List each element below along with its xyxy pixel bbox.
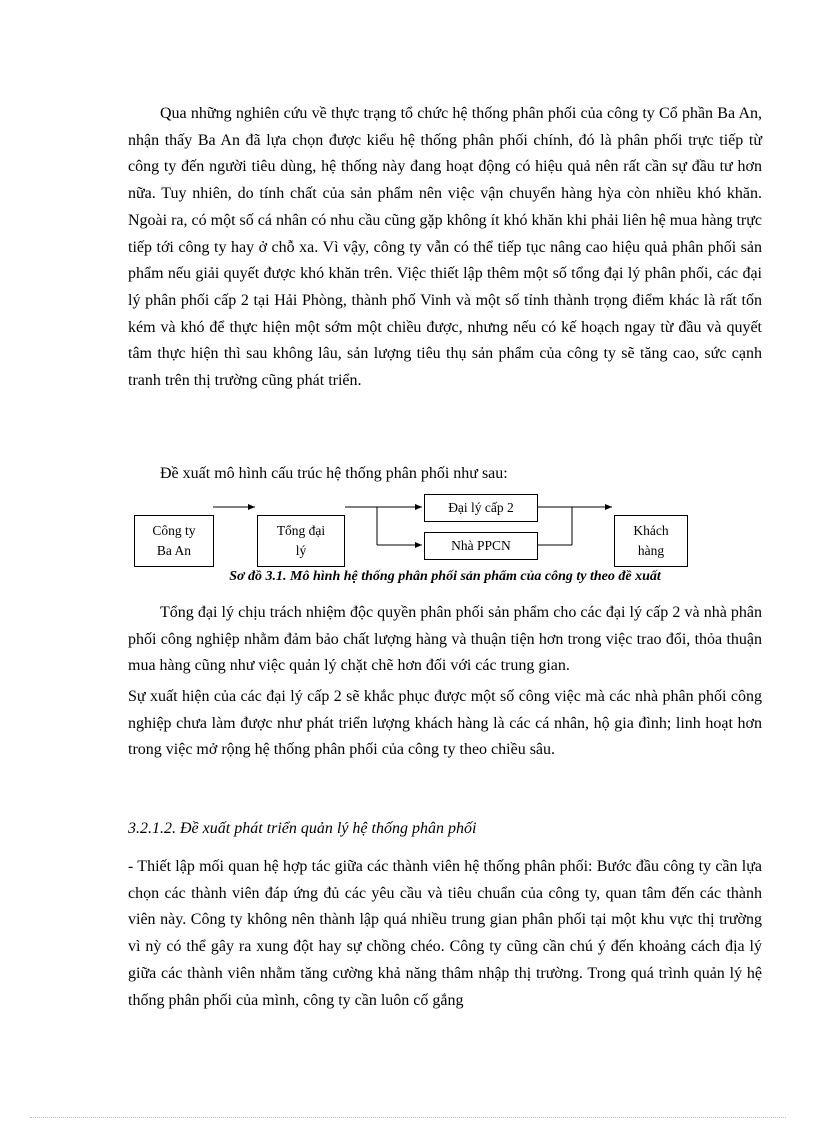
box-company-line1: Công ty: [152, 523, 196, 538]
box-industrial-distributor: [424, 532, 538, 560]
box-customer-line2: hàng: [637, 543, 665, 558]
diagram-caption: Sơ đồ 3.1. Mô hình hệ thống phân phối sản phẩm của công ty theo đề xuất: [229, 569, 661, 584]
box-company-ba-an: [134, 515, 214, 567]
box-level2-agent: [424, 494, 538, 522]
box-level2-agent-label: Đại lý cấp 2: [448, 500, 514, 515]
box-company-line2: Ba An: [156, 543, 192, 558]
box-general-agent-line2: lý: [295, 543, 307, 558]
box-general-agent-line1: Tổng đại: [276, 523, 326, 538]
box-industrial-distributor-label: Nhà PPCN: [451, 538, 511, 553]
box-customer: [614, 515, 688, 567]
box-general-agent: [257, 515, 345, 567]
section-heading: 3.2.1.2. Đề xuất phát triển quản lý hệ thống phân phối: [128, 820, 477, 837]
paragraph-proposal-lead: Đề xuất mô hình cấu trúc hệ thống phân phối như sau:: [160, 465, 508, 482]
box-customer-line1: Khách: [633, 523, 669, 538]
paragraph-level2-agents: Sự xuất hiện của các đại lý cấp 2 sẽ khắc phục được một số công việc mà các nhà phân phối công nghiệp chưa làm được như phát triển lượng khách hàng là các cá nhân, hộ gia đình; linh hoạt hơn trong việc mở rộng hệ thống phân phối của công ty theo chiều sâu.: [128, 688, 762, 759]
page-bottom-rule: [30, 1117, 786, 1118]
paragraph-intro: Qua những nghiên cứu về thực trạng tổ chức hệ thống phân phối của công ty Cổ phần Ba An, nhận thấy Ba An đã lựa chọn được kiểu hệ thống phân phối chính, đó là phân phối trực tiếp từ công ty đến người tiêu dùng, hệ thống này đang hoạt động có hiệu quả nên rất cần sự đầu tư hơn nữa. Tuy nhiên, do tính chất của sản phẩm nên việc vận chuyển hàng hỳa còn nhiều khó khăn. Ngoài ra, có một số cá nhân có nhu cầu cũng gặp không ít khó khăn khi phải liên hệ mua hàng trực tiếp tới công ty hay ở chỗ xa. Vì vậy, công ty vẫn có thể tiếp tục nâng cao hiệu quả phân phối sản phẩm nếu giải quyết được khó khăn trên. Việc thiết lập thêm một số tổng đại lý phân phối, các đại lý phân phối cấp 2 tại Hải Phòng, thành phố Vinh và một số tỉnh thành trọng điểm khác là rất tốn kém và khó để thực hiện một sớm một chiều được, nhưng nếu có kế hoạch ngay từ đầu và quyết tâm thực hiện thì sau không lâu, sản lượng tiêu thụ sản phẩm của công ty sẽ tăng cao, sức cạnh tranh trên thị trường cũng phát triển.: [128, 105, 762, 390]
paragraph-general-agent: Tổng đại lý chịu trách nhiệm độc quyền phân phối sản phẩm cho các đại lý cấp 2 và nhà phân phối công nghiệp nhằm đảm bảo chất lượng hàng và thuận tiện hơn trong việc trao đổi, thỏa thuận mua hàng cũng như việc quản lý chặt chẽ hơn đối với các trung gian.: [128, 604, 762, 675]
paragraph-cooperation: - Thiết lập mối quan hệ hợp tác giữa các thành viên hệ thống phân phối: Bước đầu công ty cần lựa chọn các thành viên đáp ứng đủ các yêu cầu và tiêu chuẩn của công ty, quan tâm đến các thành viên này. Công ty không nên thành lập quá nhiều trung gian phân phối tại một khu vực thị trường vì nỳ có thể gây ra xung đột hay sự chồng chéo. Công ty cũng cần chú ý đến khoảng cách địa lý giữa các thành viên nhằm tăng cường khả năng thâm nhập thị trường. Trong quá trình quản lý hệ thống phân phối của mình, công ty cần luôn cố gắng: [128, 858, 762, 1009]
